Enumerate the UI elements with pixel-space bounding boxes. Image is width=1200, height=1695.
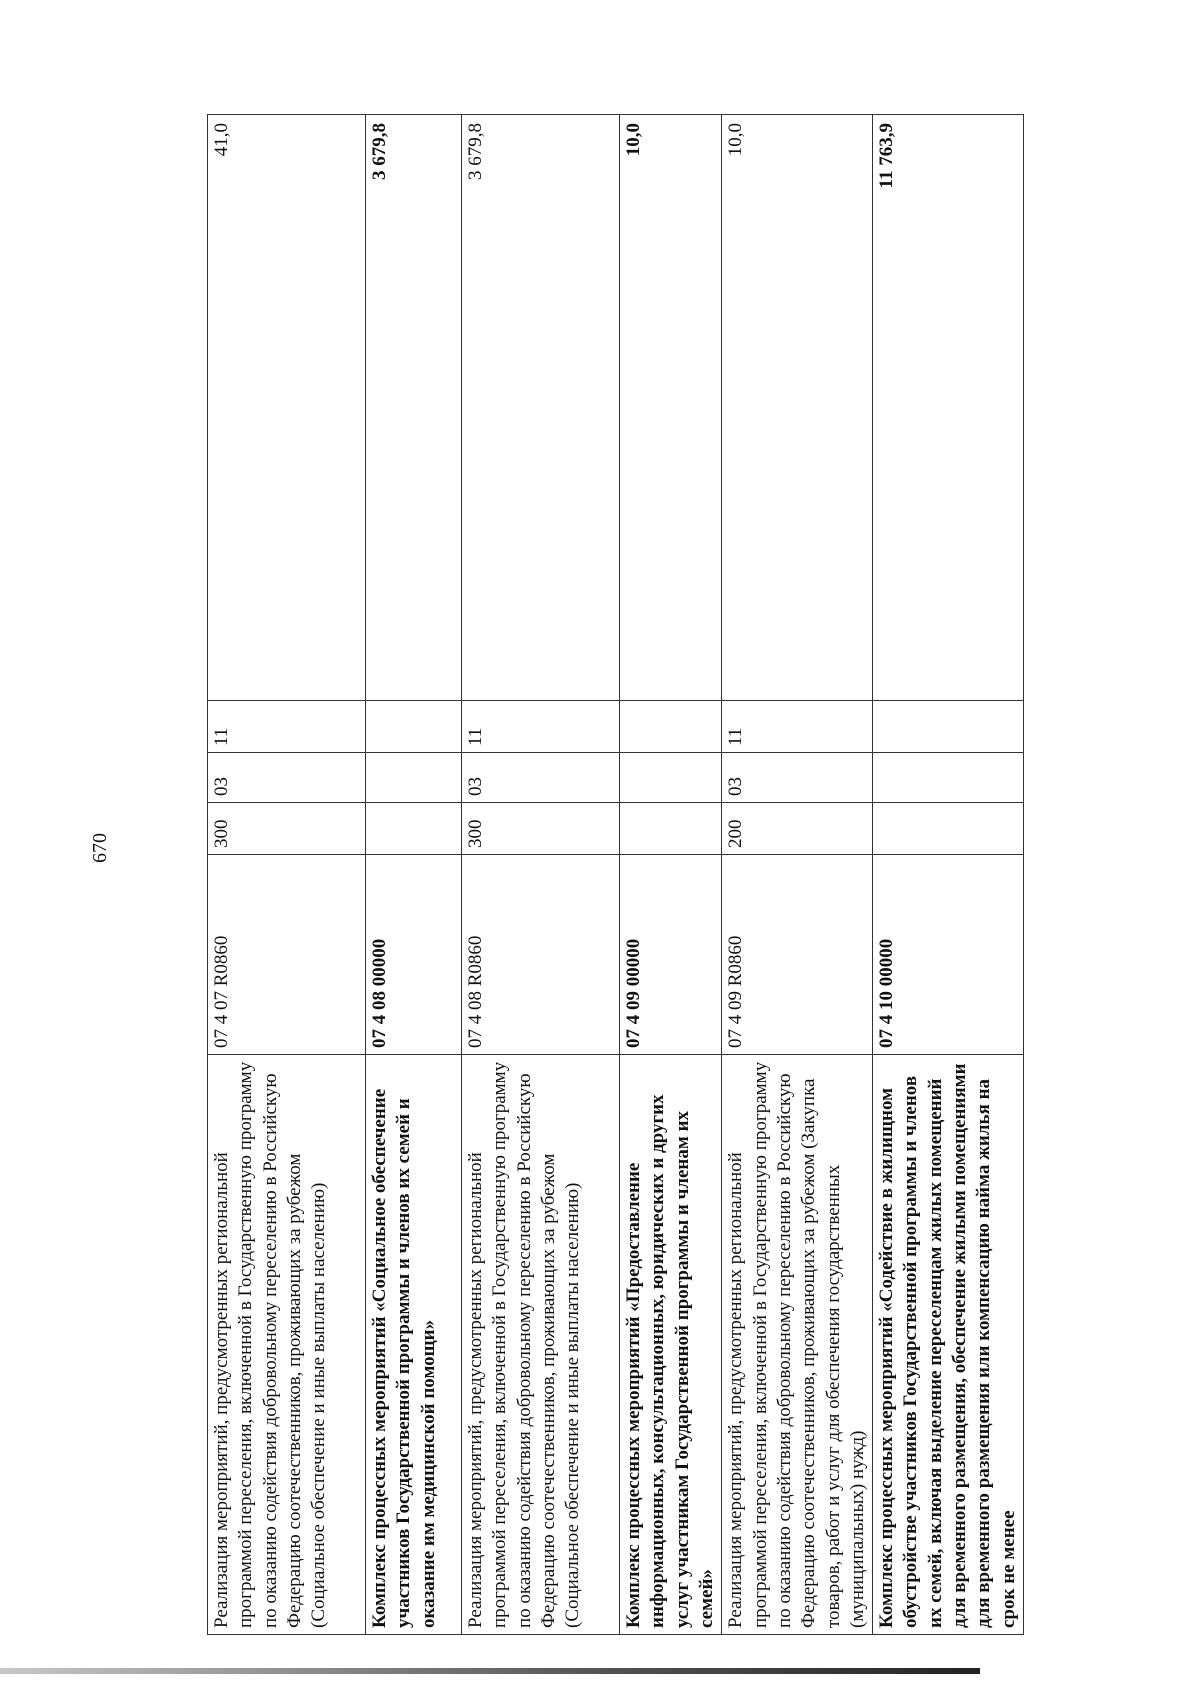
cell-name: Реализация мероприятий, предусмотренных региональной программой переселения, включенной в Государственную программу по оказанию содействия добровольному переселению в Российскую Федерацию соотечественников, проживающих за рубежом (Социальное обеспечение и иные выплаты населению)	[462, 1055, 620, 1635]
cell-pr	[366, 701, 462, 753]
table-row	[873, 115, 1024, 1635]
scan-edge-shadow	[0, 1668, 980, 1674]
cell-name: Реализация мероприятий, предусмотренных региональной программой переселения, включенной в Государственную программу по оказанию содействия добровольному переселению в Российскую Федерацию соотечественников, проживающих за рубежом (Закупка товаров, работ и услуг для обеспечения государственных (муниципальных) нужд)	[722, 1055, 873, 1635]
cell-rz	[620, 753, 722, 803]
cell-vr: 300	[208, 803, 366, 855]
cell-vr: 200	[722, 803, 873, 855]
table-row	[208, 115, 366, 1635]
cell-code: 07 4 07 R0860	[208, 855, 366, 1055]
cell-name: Реализация мероприятий, предусмотренных региональной программой переселения, включенной в Государственную программу по оказанию содействия добровольному переселению в Российскую Федерацию соотечественников, проживающих за рубежом (Социальное обеспечение и иные выплаты населению)	[208, 1055, 366, 1635]
table-row	[620, 115, 722, 1635]
cell-code: 07 4 08 00000	[366, 855, 462, 1055]
cell-pr	[620, 701, 722, 753]
cell-name: Комплекс процессных мероприятий «Предоставление информационных, консультационных, юридических и других услуг участникам Государственной программы и членам их семей»	[620, 1055, 722, 1635]
cell-vr	[620, 803, 722, 855]
cell-rz	[366, 753, 462, 803]
page-number: 670	[89, 833, 111, 863]
cell-sum: 10,0	[722, 115, 873, 701]
cell-sum: 10,0	[620, 115, 722, 701]
cell-pr: 11	[462, 701, 620, 753]
cell-sum: 3 679,8	[366, 115, 462, 701]
cell-rz: 03	[722, 753, 873, 803]
rotated-page-content	[207, 115, 1019, 1635]
cell-code: 07 4 10 00000	[873, 855, 1024, 1055]
cell-sum: 41,0	[208, 115, 366, 701]
cell-vr	[366, 803, 462, 855]
cell-sum: 11 763,9	[873, 115, 1024, 701]
cell-pr	[873, 701, 1024, 753]
budget-table	[207, 114, 1024, 1635]
cell-code: 07 4 09 00000	[620, 855, 722, 1055]
cell-name: Комплекс процессных мероприятий «Социальное обеспечение участников Государственной программы и членов их семей и оказание им медицинской помощи»	[366, 1055, 462, 1635]
cell-rz: 03	[208, 753, 366, 803]
cell-sum: 3 679,8	[462, 115, 620, 701]
cell-pr: 11	[722, 701, 873, 753]
cell-code: 07 4 08 R0860	[462, 855, 620, 1055]
cell-vr	[873, 803, 1024, 855]
cell-vr: 300	[462, 803, 620, 855]
cell-pr: 11	[208, 701, 366, 753]
table-row	[722, 115, 873, 1635]
cell-code: 07 4 09 R0860	[722, 855, 873, 1055]
cell-rz: 03	[462, 753, 620, 803]
table-row	[462, 115, 620, 1635]
cell-name: Комплекс процессных мероприятий «Содействие в жилищном обустройстве участников Государственной программы и членов их семей, включая выделение переселенцам жилых помещений для временного размещения, обеспечение жилыми помещениями для временного размещения или компенсацию найма жилья на срок не менее	[873, 1055, 1024, 1635]
table-body	[208, 115, 1024, 1635]
cell-rz	[873, 753, 1024, 803]
table-row	[366, 115, 462, 1635]
